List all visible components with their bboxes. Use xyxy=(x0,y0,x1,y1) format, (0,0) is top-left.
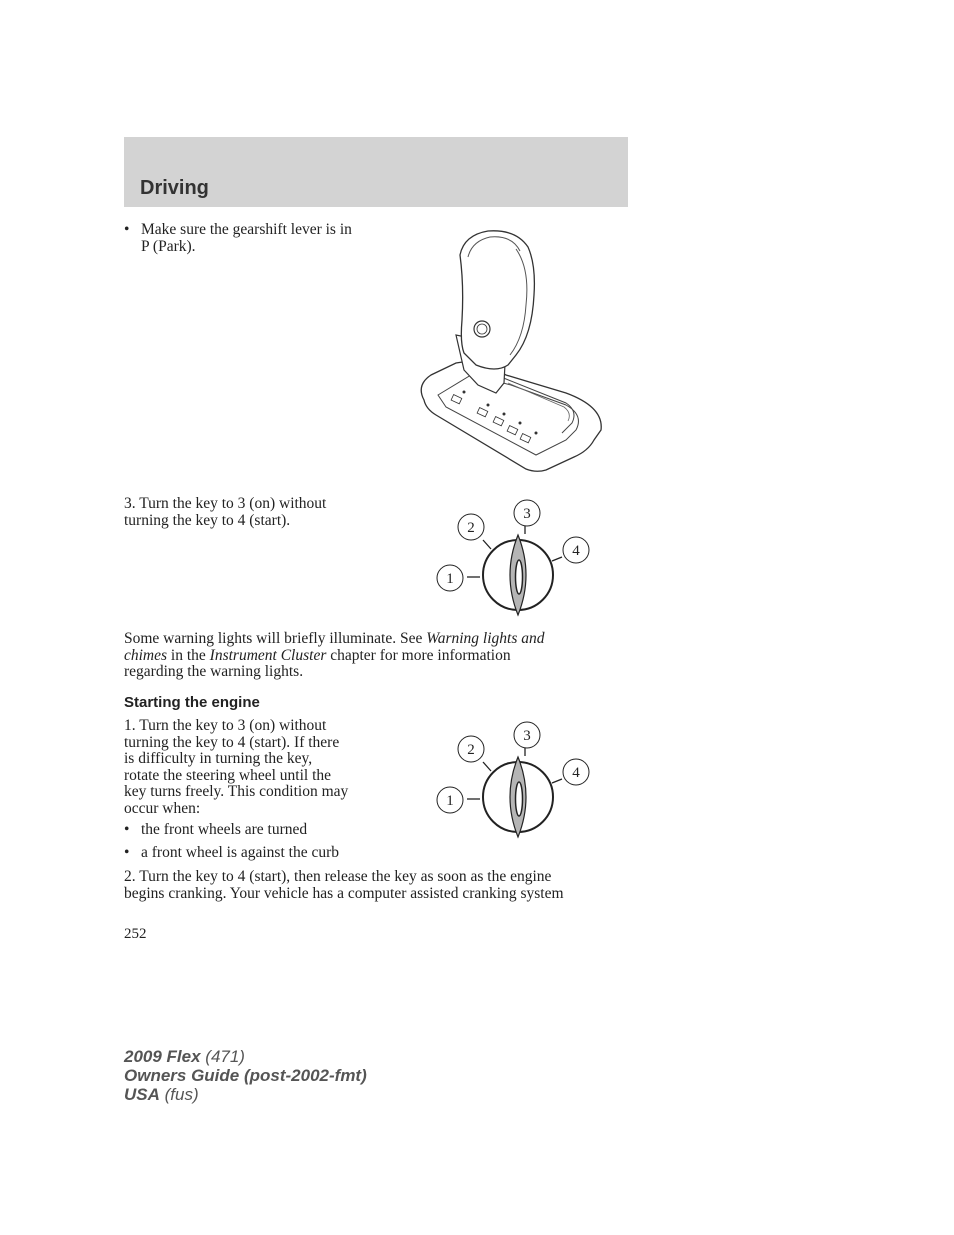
step2-text xyxy=(124,869,564,902)
footer-region: USA xyxy=(124,1085,160,1104)
ignition-label-1: 1 xyxy=(446,571,454,587)
ignition-label-2: 2 xyxy=(467,742,475,758)
section-header-band xyxy=(124,137,628,207)
footer-region-code: (fus) xyxy=(159,1085,199,1104)
step1-line: occur when: xyxy=(124,799,201,817)
footer-guide: Owners Guide (post-2002-fmt) xyxy=(124,1066,367,1085)
ignition-label-3: 3 xyxy=(523,506,531,522)
bullet-text: the front wheels are turned xyxy=(141,821,308,838)
warning-l2a: in the xyxy=(167,646,210,664)
step1-text xyxy=(124,718,348,817)
step3-line2: turning the key to 4 (start). xyxy=(124,511,291,529)
warning-l2b: chapter for more information xyxy=(326,646,511,664)
ignition-label-4: 4 xyxy=(572,765,580,781)
starting-engine-heading: Starting the engine xyxy=(124,694,260,711)
footer-model: 2009 Flex xyxy=(124,1047,201,1066)
warning-l1a: Some warning lights will briefly illuminate. See xyxy=(124,630,427,647)
step3-text xyxy=(124,496,326,529)
bullet-park-line1: Make sure the gearshift lever is in xyxy=(141,221,352,238)
instrument-cluster-ref: Instrument Cluster xyxy=(209,646,327,664)
warning-link-1: Warning lights and xyxy=(426,630,545,647)
ignition-label-2: 2 xyxy=(467,520,475,536)
bullet-park-line2: P (Park). xyxy=(141,238,196,255)
page-number: 252 xyxy=(124,926,147,942)
warning-lights-paragraph xyxy=(124,631,545,681)
step1-line: rotate the steering wheel until the xyxy=(124,766,332,784)
warning-l3: regarding the warning lights. xyxy=(124,663,304,680)
step2-line1: 2. Turn the key to 4 (start), then release the key as soon as the engine xyxy=(124,868,552,885)
ignition-label-3: 3 xyxy=(523,728,531,744)
footer-model-code: (471) xyxy=(200,1047,245,1066)
bullet-dot: • xyxy=(124,221,130,238)
bullet-dot: • xyxy=(124,821,130,838)
bullet-dot: • xyxy=(124,844,130,861)
ignition-label-1: 1 xyxy=(446,793,454,809)
gearshift-illustration xyxy=(416,225,606,475)
ignition-label-4: 4 xyxy=(572,543,580,559)
step1-line: turning the key to 4 (start). If there xyxy=(124,733,340,751)
warning-link-1b: chimes xyxy=(124,646,168,664)
step1-line: 1. Turn the key to 3 (on) without xyxy=(124,717,327,734)
step1-line: is difficulty in turning the key, xyxy=(124,750,313,767)
step3-line1: 3. Turn the key to 3 (on) without xyxy=(124,495,327,512)
document-footer xyxy=(124,1047,367,1104)
step1-line: key turns freely. This condition may xyxy=(124,783,349,800)
bullet-text: a front wheel is against the curb xyxy=(141,844,339,861)
ignition-diagram-2 xyxy=(430,717,600,845)
section-title: Driving xyxy=(140,177,209,199)
ignition-diagram-1 xyxy=(430,495,600,623)
step2-line2: begins cranking. Your vehicle has a computer assisted cranking system xyxy=(124,884,564,902)
